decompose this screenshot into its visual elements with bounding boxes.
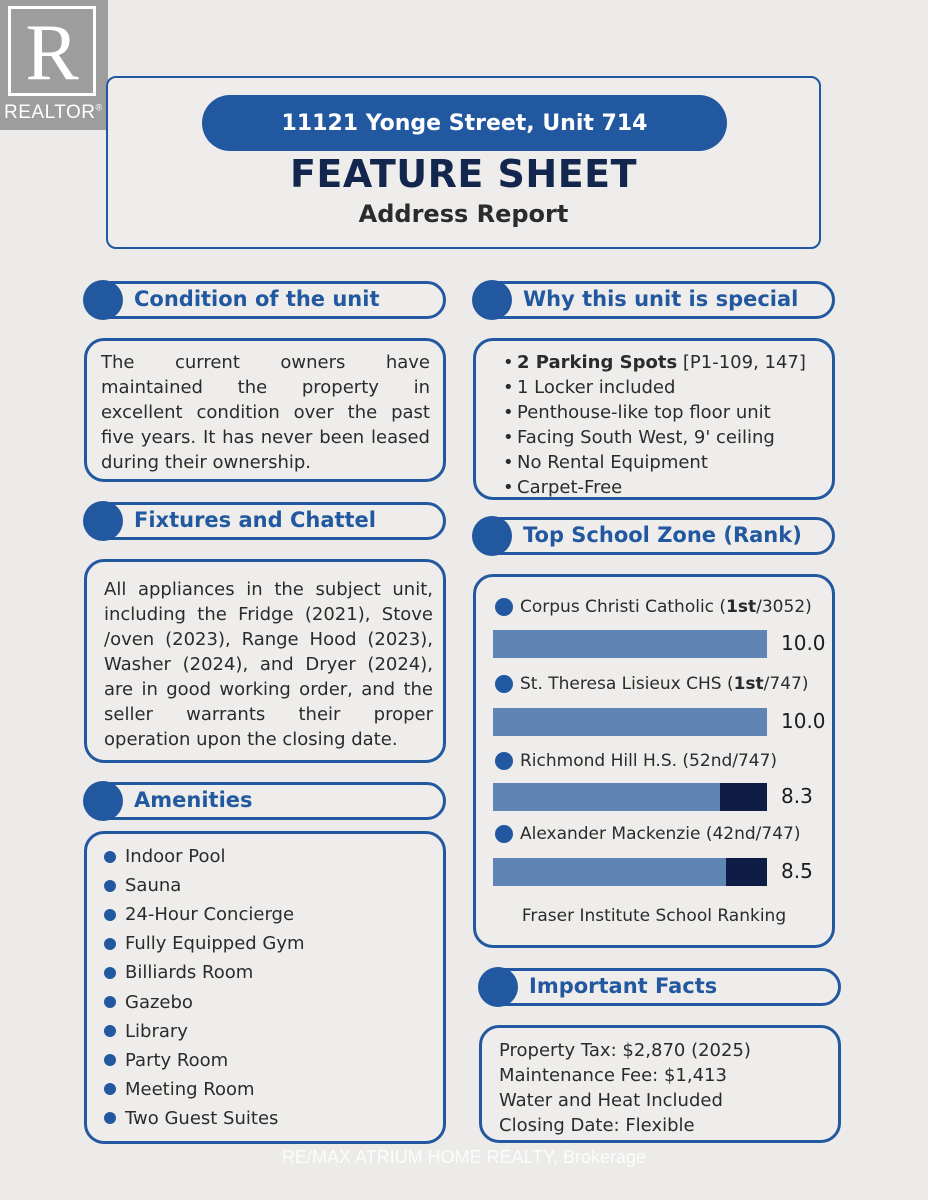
school-name bbox=[495, 751, 777, 771]
brokerage-footer: RE/MAX ATRIUM HOME REALTY, Brokerage bbox=[281, 1147, 647, 1167]
registered-mark: ® bbox=[95, 102, 103, 113]
amenity-item bbox=[104, 1104, 305, 1133]
condition-section-header bbox=[84, 281, 446, 319]
special-item-text: 1 Locker included bbox=[517, 377, 676, 398]
schools-section-header bbox=[473, 517, 835, 555]
school-dot-icon bbox=[495, 752, 513, 770]
bullet-icon: • bbox=[503, 427, 514, 448]
school-score-remainder bbox=[720, 783, 767, 811]
bullet-icon: • bbox=[503, 402, 514, 423]
facts-box bbox=[479, 1025, 841, 1143]
section-bullet-icon bbox=[478, 967, 518, 1007]
special-item-text: No Rental Equipment bbox=[517, 452, 708, 473]
realtor-logo-text bbox=[4, 102, 103, 124]
fact-line: Maintenance Fee: $1,413 bbox=[499, 1065, 727, 1086]
fixtures-text: All appliances in the subject unit, including the Fridge (2021), Stove /oven (2023), Range Hood (2023), Washer (2024), and Dryer (2024), are in good working order, and the seller warrants their proper operation upon the closing date. bbox=[104, 579, 433, 750]
school-rank: 1st bbox=[726, 597, 757, 617]
schools-box bbox=[473, 574, 835, 948]
special-item bbox=[503, 375, 806, 400]
special-section-header bbox=[473, 281, 835, 319]
amenity-item bbox=[104, 929, 305, 958]
special-item bbox=[503, 450, 806, 475]
special-item-text: Facing South West, 9' ceiling bbox=[517, 427, 775, 448]
fixtures-section-title: Fixtures and Chattel bbox=[134, 508, 377, 532]
school-name bbox=[495, 674, 808, 694]
amenity-item bbox=[104, 1075, 305, 1104]
schools-section-title: Top School Zone (Rank) bbox=[523, 523, 802, 547]
fixtures-box bbox=[84, 559, 446, 763]
bullet-icon bbox=[104, 880, 116, 892]
facts-section-title: Important Facts bbox=[529, 974, 718, 998]
bullet-icon bbox=[104, 938, 116, 950]
school-name bbox=[495, 824, 800, 844]
amenity-item bbox=[104, 900, 305, 929]
special-section-title: Why this unit is special bbox=[523, 287, 799, 311]
amenities-list bbox=[104, 842, 305, 1133]
school-rank: 1st bbox=[733, 674, 764, 694]
bullet-icon bbox=[104, 1112, 116, 1124]
bullet-icon: • bbox=[503, 352, 514, 373]
bullet-icon: • bbox=[503, 477, 514, 498]
amenity-item bbox=[104, 987, 305, 1016]
amenity-label: Indoor Pool bbox=[125, 846, 226, 868]
bullet-icon bbox=[104, 996, 116, 1008]
school-score-value: 10.0 bbox=[781, 631, 826, 655]
page-title: FEATURE SHEET bbox=[289, 152, 638, 196]
special-item bbox=[503, 475, 806, 500]
bullet-icon bbox=[104, 1054, 116, 1066]
amenities-box bbox=[84, 831, 446, 1144]
amenity-label: 24-Hour Concierge bbox=[125, 904, 295, 926]
special-item bbox=[503, 400, 806, 425]
school-name-text: Alexander Mackenzie (42nd/747) bbox=[520, 824, 801, 844]
school-name-text: Richmond Hill H.S. (52nd/747) bbox=[520, 751, 778, 771]
condition-text: The current owners have maintained the property in excellent condition over the past five years. It has never been leased during their ownership. bbox=[101, 352, 430, 473]
amenity-label: Two Guest Suites bbox=[125, 1107, 279, 1129]
school-dot-icon bbox=[495, 675, 513, 693]
school-score-fill bbox=[493, 858, 726, 886]
special-item-text: Penthouse-like top floor unit bbox=[517, 402, 771, 423]
bullet-icon bbox=[104, 851, 116, 863]
bullet-icon bbox=[104, 1083, 116, 1095]
realtor-r-mark bbox=[8, 6, 96, 96]
section-bullet-icon bbox=[472, 516, 512, 556]
amenity-label: Library bbox=[125, 1020, 188, 1042]
address-banner: 11121 Yonge Street, Unit 714 bbox=[202, 95, 727, 151]
special-list bbox=[503, 350, 806, 500]
section-bullet-icon bbox=[83, 501, 123, 541]
fixtures-section-header bbox=[84, 502, 446, 540]
special-item-text: Carpet-Free bbox=[517, 477, 623, 498]
school-score-bar bbox=[493, 708, 767, 736]
facts-section-header bbox=[479, 968, 841, 1006]
realtor-r-letter: R bbox=[25, 9, 79, 97]
school-score-fill bbox=[493, 630, 767, 658]
fact-line: Water and Heat Included bbox=[499, 1090, 723, 1111]
amenity-label: Meeting Room bbox=[125, 1078, 255, 1100]
special-item bbox=[503, 425, 806, 450]
amenity-label: Party Room bbox=[125, 1049, 229, 1071]
section-bullet-icon bbox=[83, 280, 123, 320]
special-item-text: [P1-109, 147] bbox=[677, 352, 806, 373]
school-dot-icon bbox=[495, 598, 513, 616]
school-dot-icon bbox=[495, 825, 513, 843]
special-item-bold: 2 Parking Spots bbox=[517, 352, 678, 373]
realtor-logo bbox=[0, 0, 108, 130]
amenities-section-header bbox=[84, 782, 446, 820]
school-score-value: 8.5 bbox=[781, 859, 813, 883]
bullet-icon bbox=[104, 967, 116, 979]
amenity-item bbox=[104, 842, 305, 871]
school-score-fill bbox=[493, 708, 767, 736]
condition-box bbox=[84, 338, 446, 482]
school-score-value: 10.0 bbox=[781, 709, 826, 733]
bullet-icon: • bbox=[503, 377, 514, 398]
section-bullet-icon bbox=[83, 781, 123, 821]
amenity-item bbox=[104, 958, 305, 987]
amenities-section-title: Amenities bbox=[134, 788, 253, 812]
section-bullet-icon bbox=[472, 280, 512, 320]
fact-line: Property Tax: $2,870 (2025) bbox=[499, 1040, 751, 1061]
page-subtitle: Address Report bbox=[358, 200, 569, 228]
school-score-value: 8.3 bbox=[781, 784, 813, 808]
amenity-label: Gazebo bbox=[125, 991, 193, 1013]
schools-caption: Fraser Institute School Ranking bbox=[521, 906, 787, 926]
school-rank-total: /3052) bbox=[756, 597, 812, 617]
school-score-bar bbox=[493, 858, 767, 886]
school-score-remainder bbox=[726, 858, 767, 886]
amenity-label: Sauna bbox=[125, 875, 182, 897]
condition-section-title: Condition of the unit bbox=[134, 287, 380, 311]
school-rank-total: /747) bbox=[763, 674, 809, 694]
bullet-icon bbox=[104, 909, 116, 921]
special-box bbox=[473, 338, 835, 500]
amenity-item bbox=[104, 1017, 305, 1046]
school-name-text: St. Theresa Lisieux CHS ( bbox=[520, 674, 734, 694]
special-item bbox=[503, 350, 806, 375]
amenity-label: Billiards Room bbox=[125, 962, 254, 984]
realtor-logo-word: REALTOR bbox=[4, 102, 96, 123]
school-score-fill bbox=[493, 783, 720, 811]
amenity-item bbox=[104, 1046, 305, 1075]
school-score-bar bbox=[493, 783, 767, 811]
facts-list bbox=[499, 1038, 751, 1138]
school-name-text: Corpus Christi Catholic ( bbox=[520, 597, 727, 617]
bullet-icon: • bbox=[503, 452, 514, 473]
fact-line: Closing Date: Flexible bbox=[499, 1115, 695, 1136]
school-score-bar bbox=[493, 630, 767, 658]
amenity-item bbox=[104, 871, 305, 900]
amenity-label: Fully Equipped Gym bbox=[125, 933, 305, 955]
school-name bbox=[495, 597, 812, 617]
bullet-icon bbox=[104, 1025, 116, 1037]
